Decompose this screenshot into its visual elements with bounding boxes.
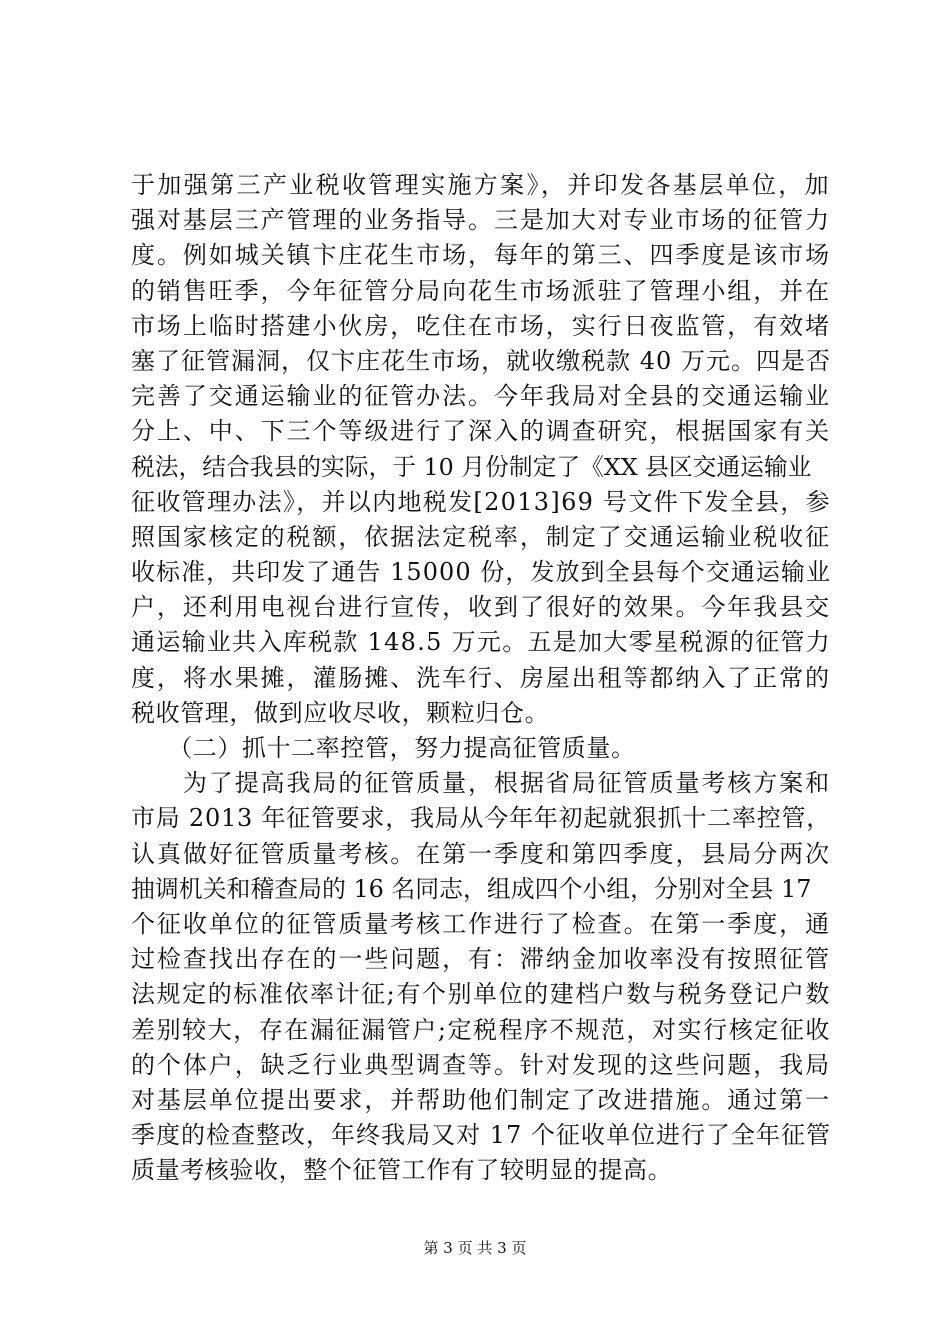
text-line: 季度的检查整改，年终我局又对 17 个征收单位进行了全年征管: [131, 1121, 831, 1150]
body-text: [131, 168, 831, 1188]
text-line: 通运输业共入库税款 148.5 万元。五是加大零星税源的征管力: [131, 628, 831, 657]
text-line: 照国家核定的税额，依据法定税率，制定了交通运输业税收征: [131, 522, 831, 551]
text-line: 税法，结合我县的实际，于 10 月份制定了《XX 县区交通运输业: [131, 452, 812, 481]
text-line: 塞了征管漏洞，仅卞庄花生市场，就收缴税款 40 万元。四是否: [131, 346, 831, 375]
text-line: 市场上临时搭建小伙房，吃住在市场，实行日夜监管，有效堵: [131, 311, 831, 340]
text-line: 的个体户，缺乏行业典型调查等。针对发现的这些问题，我局: [131, 1050, 831, 1079]
text-line: 抽调机关和稽查局的 16 名同志，组成四个小组，分别对全县 17: [131, 874, 812, 903]
text-line: 市局 2013 年征管要求，我局从今年年初起就狠抓十二率控管，: [131, 804, 831, 833]
page-footer: 第 3 页 共 3 页: [423, 1239, 527, 1257]
text-line: 税收管理，做到应收尽收，颗粒归仓。: [131, 698, 550, 727]
text-line: 的销售旺季，今年征管分局向花生市场派驻了管理小组，并在: [131, 276, 831, 305]
text-line: 法规定的标准依率计征;有个别单位的建档户数与税务登记户数: [131, 980, 831, 1009]
text-line: 质量考核验收，整个征管工作有了较明显的提高。: [131, 1156, 673, 1185]
text-line: 征收管理办法》，并以内地税发[2013]69 号文件下发全县，参: [131, 487, 831, 516]
text-line: （二）抓十二率控管，努力提高征管质量。: [131, 734, 636, 762]
text-line: 度，将水果摊，灌肠摊、洗车行、房屋出租等都纳入了正常的: [131, 663, 831, 692]
text-line: 个征收单位的征管质量考核工作进行了检查。在第一季度，通: [131, 909, 831, 938]
text-line: 收标准，共印发了通告 15000 份，发放到全县每个交通运输业: [131, 558, 831, 587]
text-line: 度。例如城关镇卞庄花生市场，每年的第三、四季度是该市场: [131, 241, 831, 270]
text-line: 于加强第三产业税收管理实施方案》，并印发各基层单位，加: [131, 171, 831, 199]
text-line: 为了提高我局的征管质量，根据省局征管质量考核方案和: [131, 769, 831, 798]
text-line: 分上、中、下三个等级进行了深入的调查研究，根据国家有关: [131, 417, 831, 446]
text-line: 完善了交通运输业的征管办法。今年我局对全县的交通运输业: [131, 382, 831, 411]
text-line: 过检查找出存在的一些问题，有：滞纳金加收率没有按照征管: [131, 945, 831, 974]
text-line: 对基层单位提出要求，并帮助他们制定了改进措施。通过第一: [131, 1085, 831, 1114]
text-line: 强对基层三产管理的业务指导。三是加大对专业市场的征管力: [131, 206, 831, 235]
text-line: 户，还利用电视台进行宣传，收到了很好的效果。今年我县交: [131, 593, 831, 622]
text-line: 认真做好征管质量考核。在第一季度和第四季度，县局分两次: [131, 839, 831, 868]
text-line: 差别较大，存在漏征漏管户;定税程序不规范，对实行核定征收: [131, 1015, 831, 1044]
